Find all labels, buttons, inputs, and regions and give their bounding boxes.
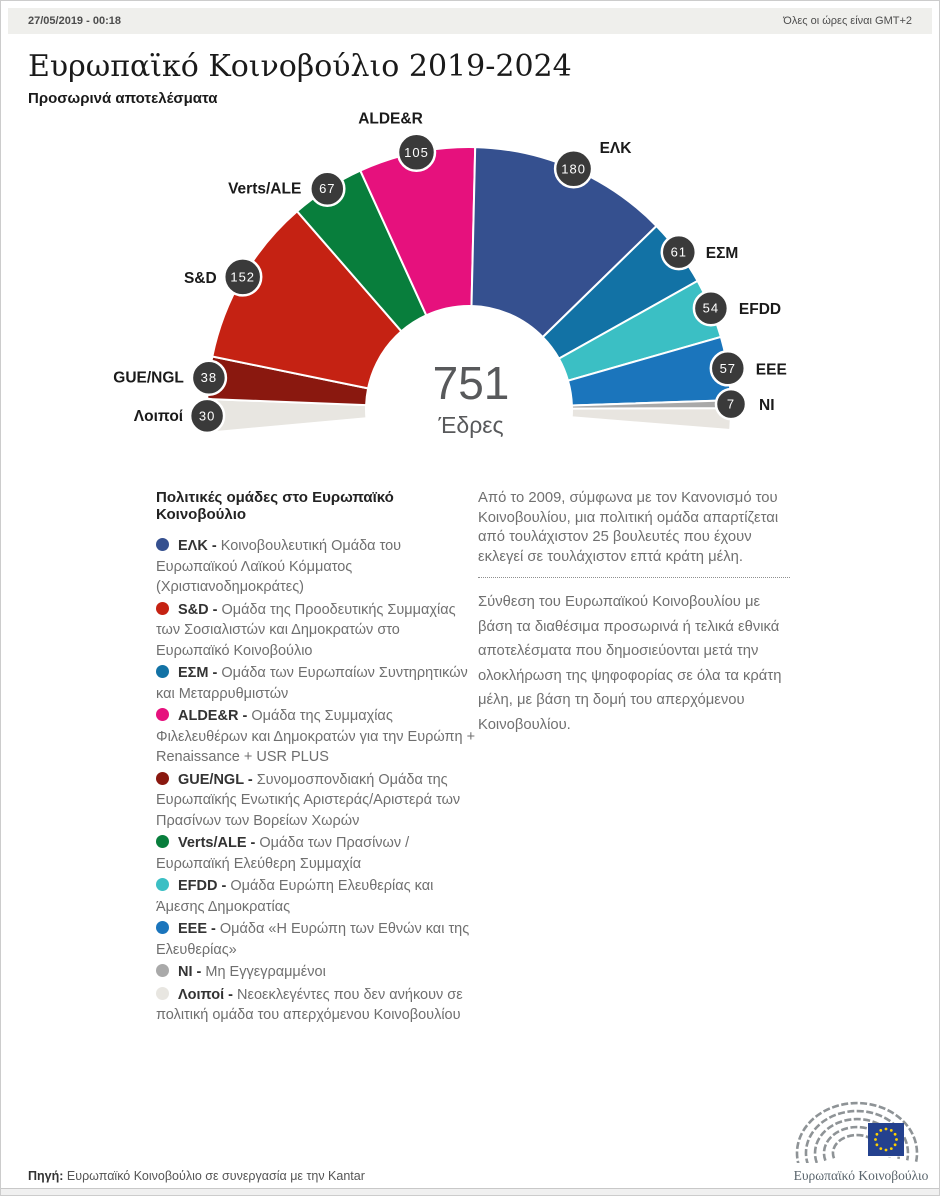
svg-text:54: 54 (702, 300, 720, 316)
legend-item-Verts/ALE (156, 833, 476, 874)
legend-party-description: Ομάδα των Πρασίνων / Ευρωπαϊκή Ελεύθερη Συμμαχία (156, 835, 410, 872)
seat-badge-GUE/NGL[interactable] (192, 361, 226, 395)
legend-party-description: Μη Εγγεγραμμένοι (205, 964, 326, 980)
eu-star-icon (885, 1149, 888, 1152)
ep-logo-text: Ευρωπαϊκό Κοινοβούλιο (793, 1168, 929, 1183)
legend-party-abbr: NI - (178, 964, 206, 980)
info-panel (478, 489, 790, 737)
ep-logo (791, 1093, 931, 1184)
legend-party-description: Ομάδα των Ευρωπαίων Συντηρητικών και Μεταρρυθμιστών (156, 665, 468, 702)
legend-dot-icon (156, 665, 169, 678)
legend-party-description: Νεοεκλεγέντες που δεν ανήκουν σε πολιτική ομάδα του απερχόμενου Κοινοβουλίου (156, 986, 463, 1023)
legend-party-abbr: ΕΛΚ - (178, 538, 221, 554)
svg-text:38: 38 (200, 370, 218, 386)
seat-badge-ΕΕΕ[interactable] (711, 351, 745, 385)
eu-star-icon (894, 1143, 897, 1146)
legend-dot-icon (156, 921, 169, 934)
party-label-ΕΕΕ: ΕΕΕ (755, 361, 787, 379)
legend-party-abbr: S&D - (178, 601, 222, 618)
seat-badge-Λοιποί[interactable] (190, 399, 224, 433)
seat-badge-Verts/ALE[interactable] (310, 172, 344, 206)
datetime: 27/05/2019 - 00:18 (28, 15, 121, 27)
legend-dot-icon (156, 835, 169, 848)
source-line (28, 1169, 365, 1183)
party-label-ΕΛΚ: ΕΛΚ (599, 139, 632, 157)
eu-star-icon (876, 1143, 879, 1146)
eu-star-icon (876, 1133, 879, 1136)
legend-items (156, 536, 476, 1026)
svg-text:180: 180 (561, 161, 586, 177)
info-paragraph-2: Σύνθεση του Ευρωπαϊκού Κοινοβουλίου με βάση τα διαθέσιμα προσωρινά ή τελικά εθνικά αποτελέσματα που δημοσιεύονται μετά την ολοκλήρωση της ψηφοφορίας σε όλα τα κράτη μέλη, με βάση τη δομή του απερχόμενου Κοινοβουλίου. (478, 594, 782, 733)
legend-item-ΕΛΚ (156, 536, 476, 598)
party-label-GUE/NGL: GUE/NGL (113, 369, 184, 387)
seat-badge-ALDE&R[interactable] (398, 134, 435, 171)
legend-party-abbr: Verts/ALE - (178, 835, 260, 851)
total-seats: 751 (432, 357, 510, 409)
eu-star-icon (879, 1147, 882, 1150)
legend-dot-icon (156, 878, 169, 891)
legend-item-ALDE&R (156, 706, 476, 768)
legend-party-abbr: ΕΕΕ - (178, 921, 220, 937)
seat-badge-S&D[interactable] (224, 258, 261, 295)
legend-party-description: Ομάδα της Προοδευτικής Συμμαχίας των Σοσιαλιστών και Δημοκρατών στο Ευρωπαϊκό Κοινοβούλιο (156, 601, 456, 659)
seat-badge-ΕΛΚ[interactable] (555, 150, 592, 187)
party-label-EFDD: EFDD (738, 301, 782, 319)
legend-party-abbr: ALDE&R - (178, 708, 252, 724)
info-paragraph-1: Από το 2009, σύμφωνα με τον Κανονισμό του Κοινοβουλίου, μια πολιτική ομάδα απαρτίζεται από τουλάχιστον 25 βουλευτές που έχουν εκλεγεί σε τουλάχιστον επτά κράτη μέλη. (478, 490, 779, 565)
legend-party-description: Συνομοσπονδιακή Ομάδα της Ευρωπαϊκής Ενωτικής Αριστεράς/Αριστερά των Πρασίνων των Βορείων Χωρών (156, 771, 461, 829)
seat-badge-EFDD[interactable] (694, 291, 728, 325)
svg-text:105: 105 (404, 144, 429, 160)
hemicycle-chart (1, 1, 940, 471)
party-label-S&D: S&D (183, 269, 217, 287)
legend-party-abbr: Λοιποί - (178, 986, 238, 1003)
legend-dot-icon (156, 964, 169, 977)
legend-dot-icon (156, 772, 169, 785)
eu-star-icon (885, 1128, 888, 1131)
legend-party-abbr: EFDD - (178, 878, 231, 894)
party-label-NI: NI (759, 397, 775, 415)
legend-item-NI (156, 962, 476, 983)
legend-item-EFDD (156, 876, 476, 917)
dotted-divider (478, 577, 790, 578)
eu-star-icon (894, 1133, 897, 1136)
svg-text:61: 61 (670, 244, 688, 260)
svg-text:7: 7 (726, 396, 736, 412)
legend-dot-icon (156, 538, 169, 551)
party-label-Verts/ALE: Verts/ALE (228, 180, 302, 198)
source-text: Ευρωπαϊκό Κοινοβούλιο σε συνεργασία με την Kantar (63, 1169, 365, 1183)
party-label-Λοιποί: Λοιποί (133, 407, 184, 425)
legend-dot-icon (156, 987, 169, 1000)
source-label: Πηγή: (28, 1169, 64, 1183)
bottom-strip (1, 1188, 939, 1195)
hemicycle-shadow (572, 408, 731, 430)
party-label-ALDE&R: ALDE&R (358, 110, 423, 128)
legend-dot-icon (156, 708, 169, 721)
legend-title: Πολιτικές ομάδες στο Ευρωπαϊκό Κοινοβούλιο (156, 489, 394, 523)
party-label-ΕΣΜ: ΕΣΜ (705, 245, 739, 263)
legend-dot-icon (156, 602, 169, 615)
eu-star-icon (874, 1138, 877, 1141)
ep-logo-hemicycle-icon (791, 1093, 931, 1163)
legend-party-abbr: ΕΣΜ - (178, 665, 222, 681)
svg-text:67: 67 (319, 181, 336, 197)
seat-badge-ΕΣΜ[interactable] (662, 235, 696, 269)
legend-item-ΕΣΜ (156, 663, 476, 704)
eu-star-icon (890, 1147, 893, 1150)
svg-text:30: 30 (198, 408, 216, 424)
svg-text:57: 57 (719, 360, 737, 376)
page-title: Ευρωπαϊκό Κοινοβούλιο 2019-2024 (28, 49, 572, 84)
legend-party-description: Ομάδα «Η Ευρώπη των Εθνών και της Ελευθερίας» (156, 921, 470, 958)
legend-panel (156, 489, 476, 1028)
seat-badge-NI[interactable] (716, 389, 746, 419)
legend-party-description: Ομάδα της Συμμαχίας Φιλελευθέρων και Δημοκρατών για την Ευρώπη + Renaissance + USR PLUS (156, 708, 476, 765)
eu-star-icon (890, 1129, 893, 1132)
legend-party-description: Κοινοβουλευτική Ομάδα του Ευρωπαϊκού Λαϊκού Κόμματος (Χριστιανοδημοκράτες) (156, 538, 402, 595)
eu-star-icon (895, 1138, 898, 1141)
legend-item-ΕΕΕ (156, 919, 476, 960)
svg-text:152: 152 (230, 269, 256, 285)
total-seats-label: Έδρες (438, 412, 504, 438)
eu-star-icon (879, 1129, 882, 1132)
legend-party-description: Ομάδα Ευρώπη Ελευθερίας και Άμεσης Δημοκρατίας (156, 878, 434, 915)
legend-item-GUE/NGL (156, 770, 476, 832)
legend-item-S&D (156, 600, 476, 662)
page-subtitle: Προσωρινά αποτελέσματα (28, 90, 218, 107)
legend-item-Λοιποί (156, 985, 476, 1026)
timezone-note: Όλες οι ώρες είναι GMT+2 (783, 15, 912, 27)
legend-party-abbr: GUE/NGL - (178, 771, 257, 788)
